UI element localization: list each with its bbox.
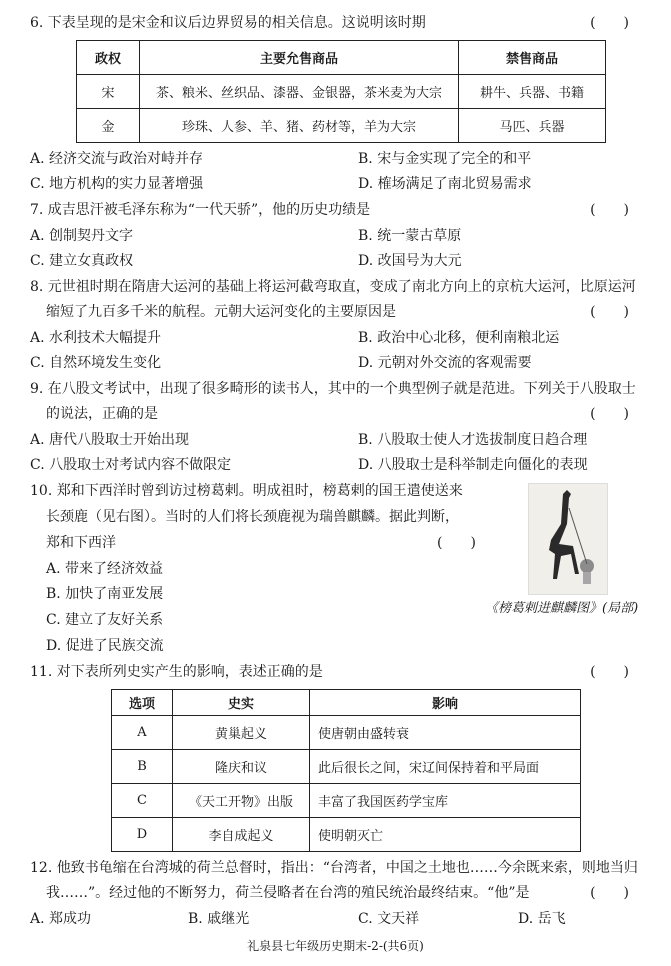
q9-option-a[interactable]: A. 唐代八股取士开始出现 <box>30 432 190 448</box>
q7-answer-paren: ( ) <box>590 202 629 218</box>
q10-stem-line1: 10. 郑和下西洋时曾到访过榜葛剌。明成祖时，榜葛剌的国王遣使送来 <box>30 483 463 499</box>
q11-th-fact: 史实 <box>173 690 310 716</box>
q8-answer-paren: ( ) <box>590 304 629 320</box>
q11-cell: C <box>112 784 173 818</box>
q7-stem: 7. 成吉思汗被毛泽东称为“一代天骄”，他的历史功绩是 <box>30 202 371 218</box>
q6-th-regime: 政权 <box>77 41 140 75</box>
q12-option-a[interactable]: A. 郑成功 <box>30 911 92 927</box>
q9-option-d[interactable]: D. 八股取士是科举制走向僵化的表现 <box>358 457 588 473</box>
q11-cell: 丰富了我国医药学宝库 <box>310 784 581 818</box>
q9-option-b[interactable]: B. 八股取士使人才选拔制度日趋合理 <box>358 432 588 448</box>
q6-cell: 珍珠、人参、羊、猪、药材等，羊为大宗 <box>140 109 459 143</box>
q11-cell: 使明朝灭亡 <box>310 818 581 852</box>
q8-option-d[interactable]: D. 元朝对外交流的客观需要 <box>358 355 532 371</box>
q6-cell: 耕牛、兵器、书籍 <box>459 75 606 109</box>
q6-stem: 6. 下表呈现的是宋金和议后边界贸易的相关信息。这说明该时期 <box>30 15 426 31</box>
q11-th-impact: 影响 <box>310 690 581 716</box>
q7-option-b[interactable]: B. 统一蒙古草原 <box>358 228 462 244</box>
q11-table <box>111 689 581 852</box>
q9-stem-line1: 9. 在八股文考试中，出现了很多畸形的读书人，其中的一个典型例子就是范进。下列关于八股取士 <box>30 381 636 397</box>
q12-option-c[interactable]: C. 文天祥 <box>358 911 420 927</box>
q10-image-caption: 《榜葛剌进麒麟图》(局部) <box>485 601 639 616</box>
q11-cell: 黄巢起义 <box>173 716 310 750</box>
q10-option-a[interactable]: A. 带来了经济效益 <box>46 561 164 577</box>
q10-stem-line2: 长颈鹿（见右图）。当时的人们将长颈鹿视为瑞兽麒麟。据此判断， <box>46 509 459 525</box>
q6-th-banned: 禁售商品 <box>459 41 606 75</box>
q11-cell: 使唐朝由盛转衰 <box>310 716 581 750</box>
q11-answer-paren: ( ) <box>590 664 629 680</box>
q11-cell: A <box>112 716 173 750</box>
q12-answer-paren: ( ) <box>590 885 629 901</box>
q8-option-a[interactable]: A. 水利技术大幅提升 <box>30 330 162 346</box>
q10-answer-paren: ( ) <box>437 535 476 551</box>
q8-stem-line2: 缩短了九百多千米的航程。元朝大运河变化的主要原因是 <box>46 304 396 320</box>
q12-stem-line2: 我……”。经过他的不断努力，荷兰侵略者在台湾的殖民统治最终结束。“他”是 <box>46 885 530 901</box>
q7-option-d[interactable]: D. 改国号为大元 <box>358 253 462 269</box>
page-footer: 礼泉县七年级历史期末-2-(共6页) <box>247 939 424 953</box>
giraffe-painting-image <box>528 483 608 595</box>
q11-th-option: 选项 <box>112 690 173 716</box>
q12-stem-line1: 12. 他致书龟缩在台湾城的荷兰总督时，指出：“台湾者，中国之土地也……今余既来索，则地当归 <box>30 860 638 876</box>
q6-option-d[interactable]: D. 榷场满足了南北贸易需求 <box>358 176 532 192</box>
q11-cell: 李自成起义 <box>173 818 310 852</box>
q10-stem-line3: 郑和下西洋 <box>46 535 116 551</box>
q6-answer-paren: ( ) <box>590 15 629 31</box>
q11-cell: B <box>112 750 173 784</box>
q10-option-c[interactable]: C. 建立了友好关系 <box>46 612 164 628</box>
q6-option-a[interactable]: A. 经济交流与政治对峙并存 <box>30 151 204 167</box>
q11-cell: D <box>112 818 173 852</box>
q11-cell: 隆庆和议 <box>173 750 310 784</box>
q11-cell: 《天工开物》出版 <box>173 784 310 818</box>
q9-stem-line2: 的说法，正确的是 <box>46 406 158 422</box>
q6-table <box>76 40 606 143</box>
giraffe-icon <box>529 484 607 594</box>
q12-option-b[interactable]: B. 戚继光 <box>188 911 250 927</box>
q11-cell: 此后很长之间，宋辽间保持着和平局面 <box>310 750 581 784</box>
q10-option-d[interactable]: D. 促进了民族交流 <box>46 638 164 654</box>
q6-cell: 宋 <box>77 75 140 109</box>
q6-option-b[interactable]: B. 宋与金实现了完全的和平 <box>358 151 532 167</box>
q8-option-b[interactable]: B. 政治中心北移，便利南粮北运 <box>358 330 560 346</box>
q9-option-c[interactable]: C. 八股取士对考试内容不做限定 <box>30 457 232 473</box>
q6-cell: 马匹、兵器 <box>459 109 606 143</box>
q8-stem-line1: 8. 元世祖时期在隋唐大运河的基础上将运河截弯取直，变成了南北方向上的京杭大运河，比原运河 <box>30 279 636 295</box>
q6-cell: 金 <box>77 109 140 143</box>
q7-option-a[interactable]: A. 创制契丹文字 <box>30 228 134 244</box>
q11-stem: 11. 对下表所列史实产生的影响，表述正确的是 <box>30 664 323 680</box>
q6-option-c[interactable]: C. 地方机构的实力显著增强 <box>30 176 204 192</box>
q9-answer-paren: ( ) <box>590 406 629 422</box>
q6-cell: 茶、粮米、丝织品、漆器、金银器，茶米麦为大宗 <box>140 75 459 109</box>
q10-option-b[interactable]: B. 加快了南亚发展 <box>46 586 164 602</box>
q7-option-c[interactable]: C. 建立女真政权 <box>30 253 134 269</box>
q8-option-c[interactable]: C. 自然环境发生变化 <box>30 355 162 371</box>
q12-option-d[interactable]: D. 岳飞 <box>518 911 566 927</box>
q6-th-allowed: 主要允售商品 <box>140 41 459 75</box>
